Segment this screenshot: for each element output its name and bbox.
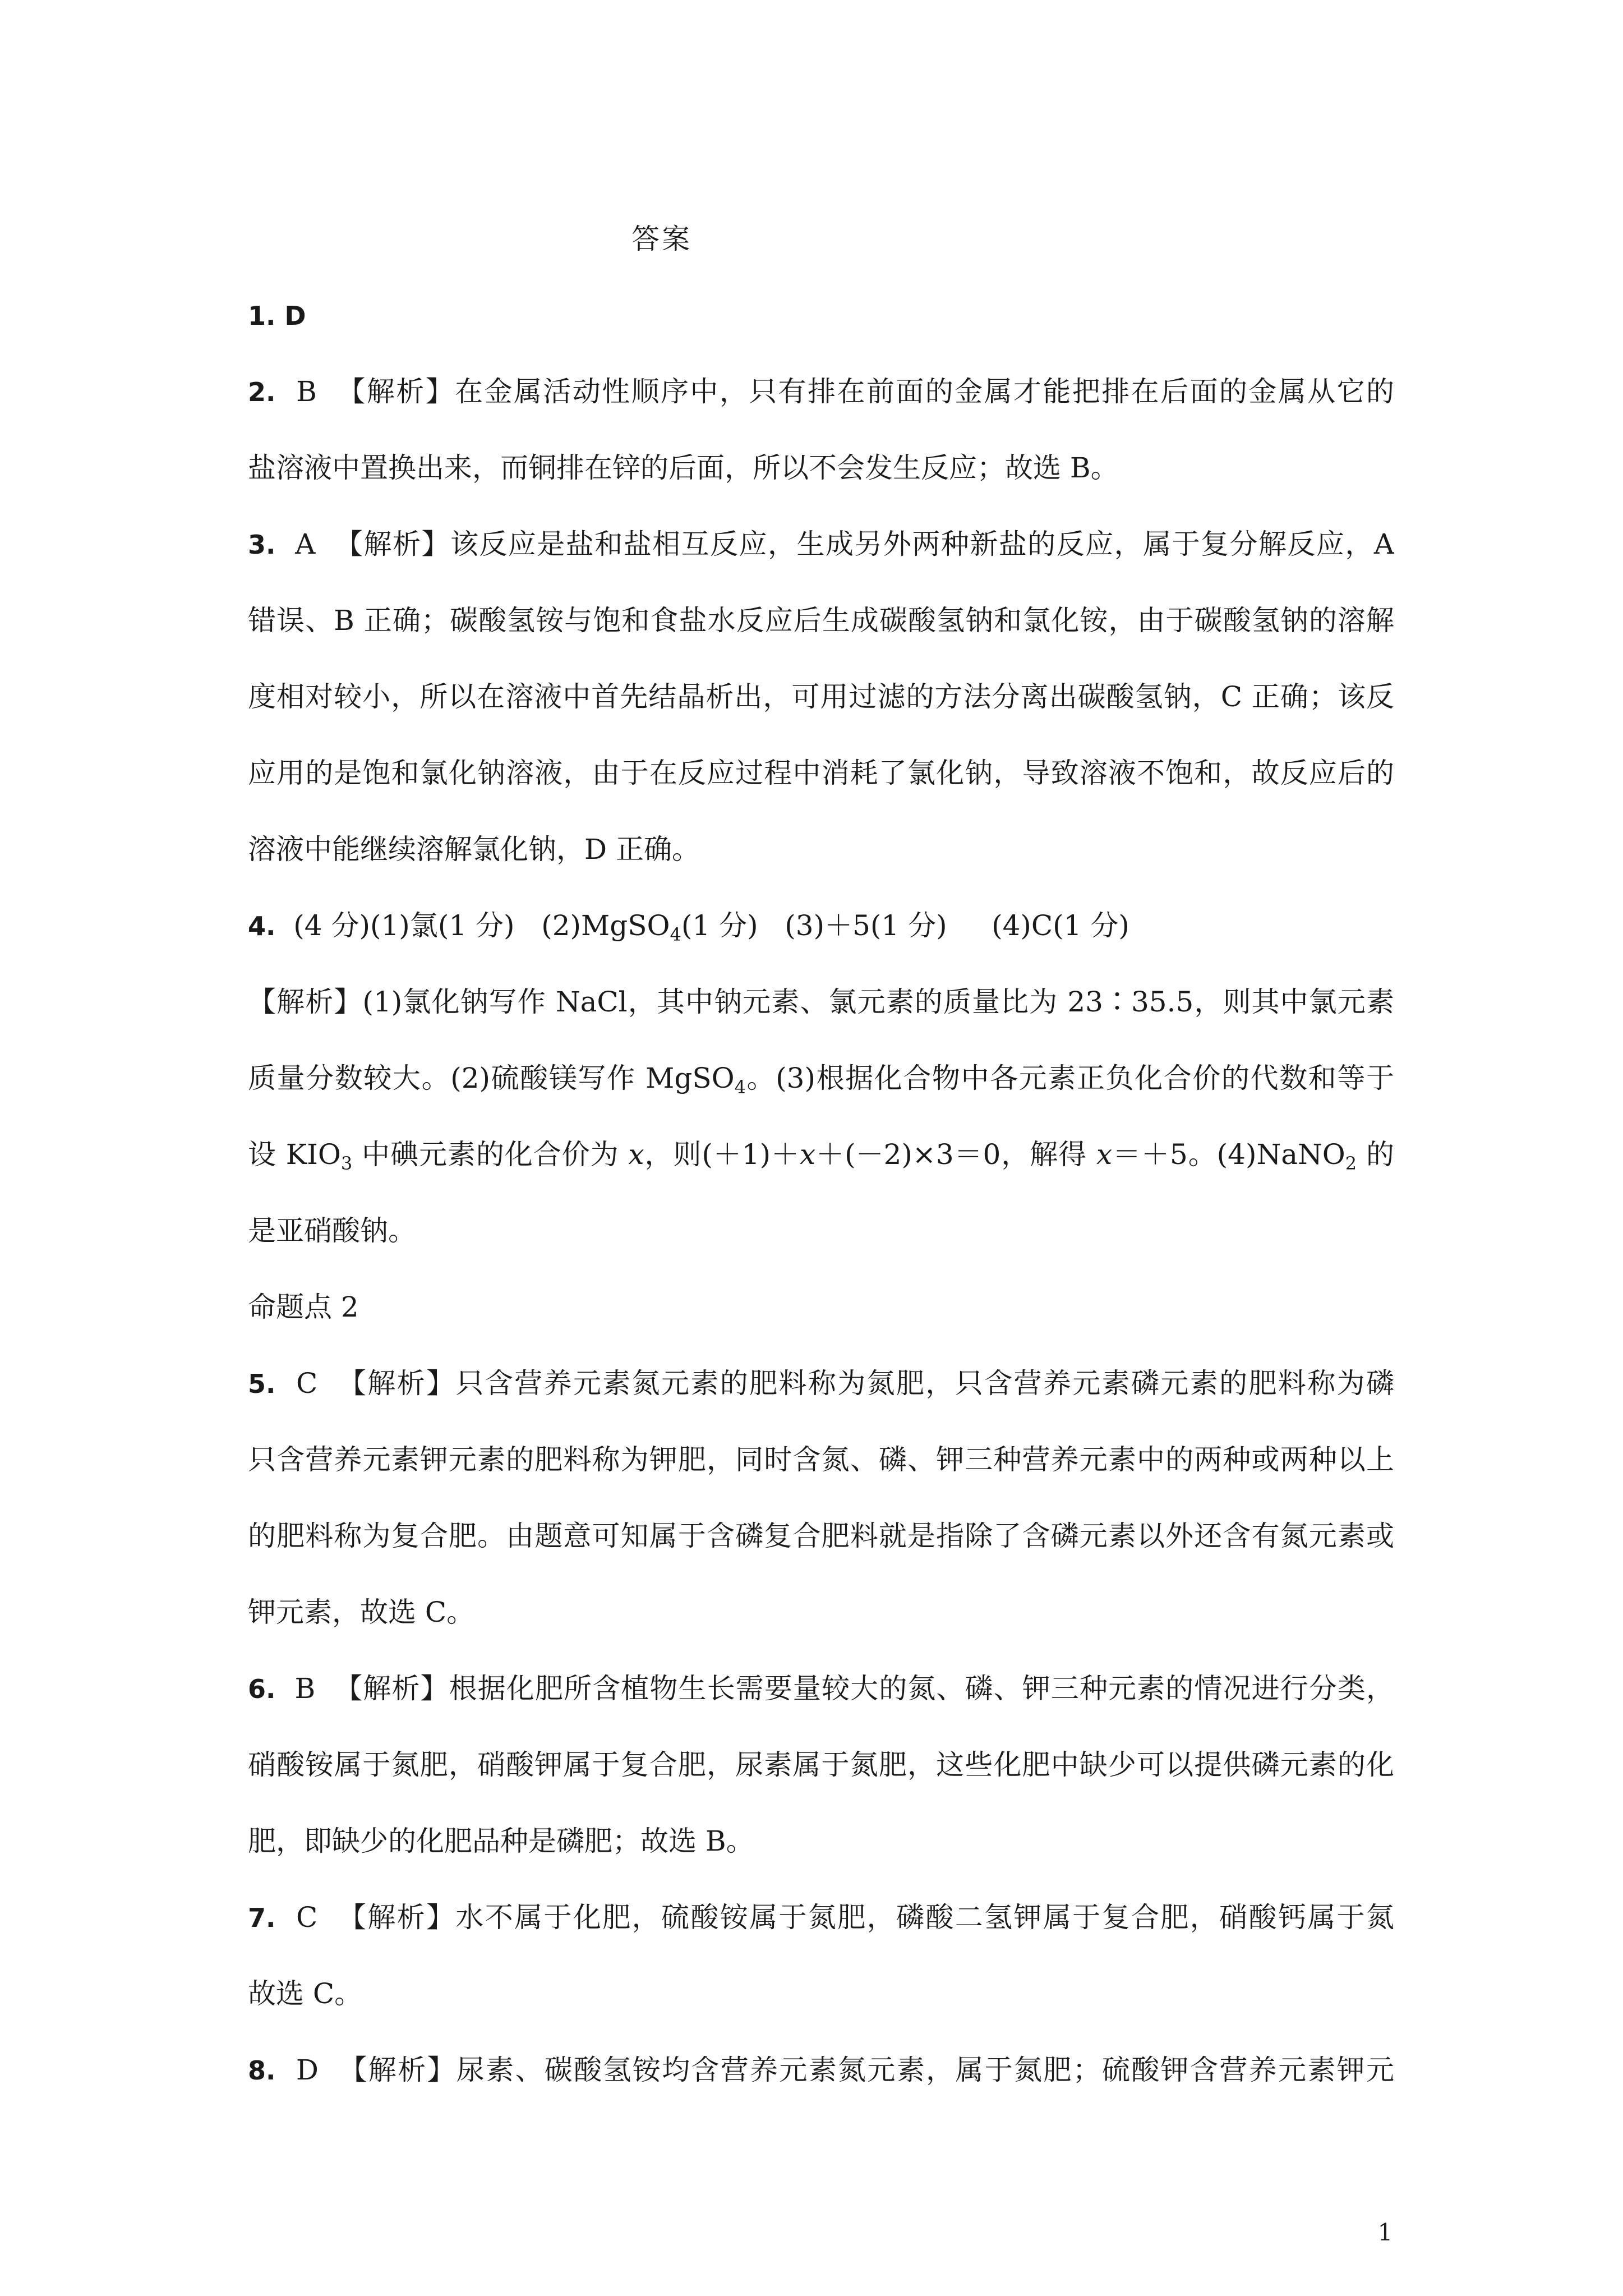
text-run: A 【解析】该反应是盐和盐相互反应，生成另外两种新盐的反应，属于复分解反应，A [275, 528, 1394, 560]
text-run: 【解析】(1)氯化钠写作 NaCl，其中钠元素、氯元素的质量比为 23∶35.5，则其中氯元素 [248, 986, 1394, 1018]
text-line [248, 964, 1394, 1040]
text-line [248, 277, 1394, 353]
item-number: 2. [248, 377, 276, 407]
text-line [248, 659, 1394, 735]
text-line [248, 1650, 1394, 1727]
text-run: 故选 C。 [248, 1977, 363, 2010]
text-line [248, 1574, 1394, 1650]
italic-variable: x [1096, 1138, 1113, 1171]
item-number: 8. [248, 2055, 276, 2086]
text-run: B 【解析】根据化肥所含植物生长需要量较大的氮、磷、钾三种元素的情况进行分类， [275, 1672, 1394, 1705]
text-line [248, 1040, 1394, 1116]
italic-variable: x [800, 1138, 816, 1171]
item-number: D [284, 301, 306, 331]
text-line [248, 1727, 1394, 1803]
italic-variable: x [628, 1138, 644, 1171]
text-run: C 【解析】只含营养元素氮元素的肥料称为氮肥，只含营养元素磷元素的肥料称为磷 [296, 1367, 1394, 1400]
text-line [248, 1116, 1394, 1193]
subscript: 4 [734, 1076, 746, 1098]
text-run: 度相对较小，所以在溶液中首先结晶析出，可用过滤的方法分离出碳酸氢钠，C 正确；该反 [248, 680, 1394, 713]
text-line [248, 1345, 1394, 1421]
text-run: ＝＋5。(4)NaNO [1112, 1138, 1345, 1171]
text-run: (4 分)(1)氯(1 分) (2)MgSO [275, 909, 670, 942]
text-run: ＋(－2)×3＝0，解得 [815, 1138, 1096, 1171]
text-line [248, 1803, 1394, 1879]
text-run: 中碘元素的化合价为 [352, 1138, 629, 1171]
item-number: 3. [248, 530, 276, 560]
item-number: 7. [248, 1903, 276, 1933]
item-number: 6. [248, 1674, 276, 1704]
text-line [248, 811, 1394, 887]
subscript: 4 [670, 924, 681, 945]
text-line [248, 1955, 1394, 2032]
text-line [248, 1421, 1394, 1498]
subscript: 2 [1345, 1153, 1357, 1174]
text-line [248, 1498, 1394, 1574]
text-run: B 【解析】在金属活动性顺序中，只有排在前面的金属才能把排在后面的金属从它的 [275, 375, 1394, 408]
text-run: 钾元素，故选 C。 [248, 1596, 475, 1628]
text-run: 只含营养元素钾元素的肥料称为钾肥，同时含氮、磷、钾三种营养元素中的两种或两种以上 [248, 1443, 1394, 1476]
text-run: 溶液中能继续溶解氯化钠，D 正确。 [248, 833, 700, 866]
text-line [248, 1193, 1394, 1269]
text-line [248, 506, 1394, 582]
text-run [275, 299, 284, 332]
item-number: 4. [248, 911, 276, 941]
answer-body [248, 277, 1394, 2108]
text-line [248, 1269, 1394, 1345]
text-run: 肥，即缺少的化肥品种是磷肥；故选 B。 [248, 1825, 754, 1857]
text-run: 质量分数较大。(2)硫酸镁写作 MgSO [248, 1062, 735, 1094]
page-title: 答案 [631, 223, 692, 255]
text-line [248, 2032, 1394, 2108]
item-number: 1. [248, 301, 276, 331]
text-run: 设 KIO [248, 1138, 341, 1171]
item-number: 5. [248, 1369, 276, 1399]
text-run: ，则(＋1)＋ [644, 1138, 800, 1171]
text-run: 硝酸铵属于氮肥，硝酸钾属于复合肥，尿素属于氮肥，这些化肥中缺少可以提供磷元素的化 [248, 1749, 1394, 1781]
text-run: 的 [1366, 1138, 1394, 1171]
text-run: C 【解析】水不属于化肥，硫酸铵属于氮肥，磷酸二氢钾属于复合肥，硝酸钙属于氮 [296, 1901, 1394, 1934]
subscript: 3 [340, 1153, 353, 1174]
text-run: 错误、B 正确；碳酸氢铵与饱和食盐水反应后生成碳酸氢钠和氯化铵，由于碳酸氢钠的溶解 [248, 604, 1394, 637]
text-run: 命题点 2 [248, 1291, 359, 1323]
text-run: 的肥料称为复合肥。由题意可知属于含磷复合肥料就是指除了含磷元素以外还含有氮元素或 [248, 1520, 1394, 1552]
text-line [248, 582, 1394, 659]
text-line [248, 353, 1394, 430]
text-line [248, 1879, 1394, 1955]
text-run: 盐溶液中置换出来，而铜排在锌的后面，所以不会发生反应；故选 B。 [248, 452, 1119, 484]
page-number: 1 [1377, 2219, 1393, 2246]
text-run: 。(3)根据化合物中各元素正负化合价的代数和等于 [745, 1062, 1394, 1094]
text-line [248, 430, 1394, 506]
text-line [248, 735, 1394, 811]
text-line [248, 887, 1394, 964]
text-run: D 【解析】尿素、碳酸氢铵均含营养元素氮元素，属于氮肥；硫酸钾含营养元素钾元 [296, 2054, 1394, 2086]
text-run: 是亚硝酸钠。 [248, 1214, 416, 1247]
text-run: (1 分) (3)＋5(1 分) (4)C(1 分) [681, 909, 1129, 942]
text-run: 应用的是饱和氯化钠溶液，由于在反应过程中消耗了氯化钠，导致溶液不饱和，故反应后的 [248, 757, 1394, 789]
